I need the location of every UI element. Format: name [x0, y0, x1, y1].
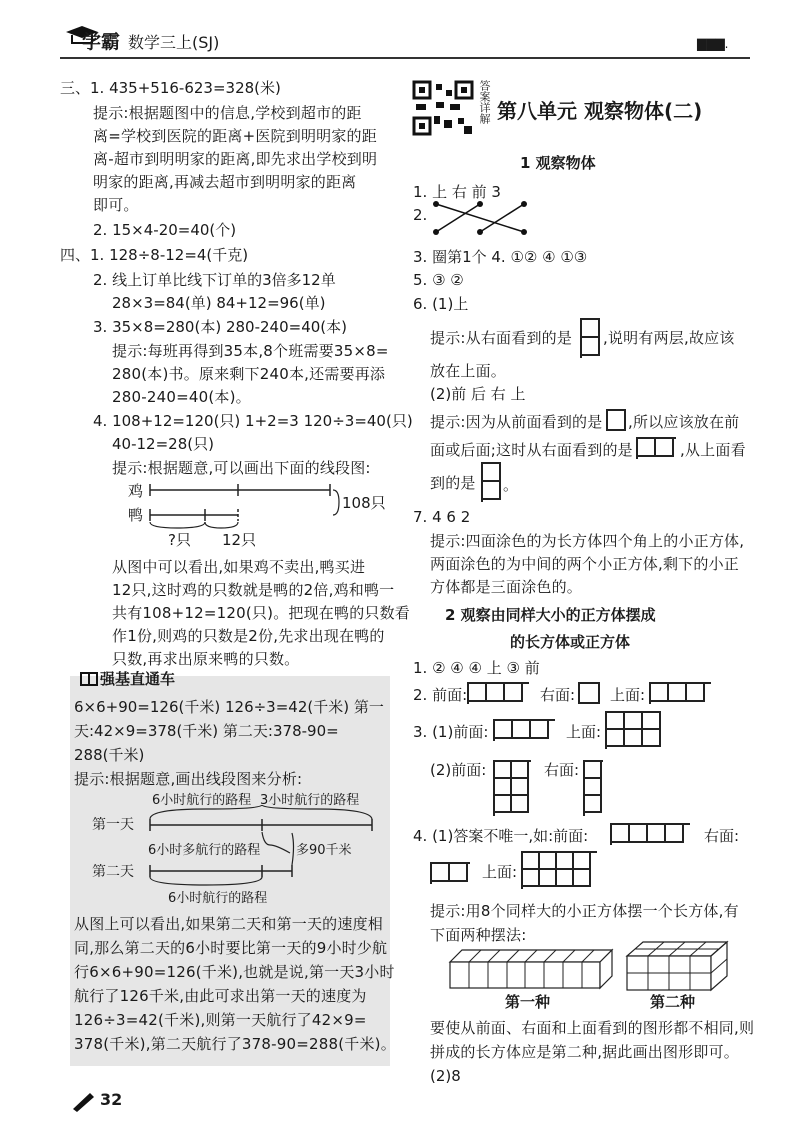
- s2-q4-right-label: 右面:: [704, 827, 740, 845]
- s4-q3-hint-3: 280-240=40(本)。: [112, 388, 251, 406]
- seg-chicken-label: 鸡: [128, 482, 144, 500]
- s2-q4-2: (2)8: [430, 1067, 461, 1085]
- seg2-mid: 6小时多航行的路程: [148, 843, 261, 858]
- s2-q3b-right-label: 右面:: [544, 761, 580, 779]
- seg2-day1: 第一天: [92, 817, 134, 833]
- r-q6-2-hint-d: ,从上面看: [680, 441, 746, 459]
- r-q6-2-hint-a: 提示:因为从前面看到的是: [430, 413, 603, 431]
- panel-text-6: 378(千米),第二天航行了378-90=288(千米)。: [74, 1035, 396, 1053]
- s4-q3-hint-1: 提示:每班再得到35本,8个班需要35×8=: [112, 342, 389, 360]
- panel-line-2: 天:42×9=378(千米) 第二天:378-90=: [74, 722, 339, 740]
- panel-hint: 提示:根据题意,画出线段图来分析:: [74, 770, 303, 788]
- top-view-figure: [481, 462, 501, 502]
- s2-q2-front-figure: [467, 682, 529, 704]
- s2-q3b-front-figure: [493, 760, 531, 816]
- r-q7-hint-2: 两面涂色的为中间的两个小正方体,剩下的小正: [430, 555, 739, 573]
- book-title: 数学三上(SJ): [128, 33, 220, 52]
- s2-q3b-front-label: (2)前面:: [430, 761, 487, 779]
- seg2-top1: 6小时航行的路程: [152, 793, 252, 808]
- header-right-mark: ▇▇▇.: [697, 37, 729, 51]
- r-q5: 5. ③ ②: [413, 271, 464, 289]
- s3-q1-hint-1: 提示:根据题图中的信息,学校到超市的距: [93, 104, 362, 122]
- r-q6-2-hint-c: 面或后面;这时从右面看到的是: [430, 441, 633, 459]
- header-rule: [60, 57, 750, 59]
- r-q6-2-hint-e: 到的是: [430, 474, 476, 492]
- r-q7-hint-1: 提示:四面涂色的为长方体四个角上的小正方体,: [430, 532, 745, 550]
- s4-q4-text-5: 只数,再求出原来鸭的只数。: [112, 650, 300, 668]
- s4-q4-text-1: 从图中可以看出,如果鸡不卖出,鸭买进: [112, 558, 366, 576]
- right-view-figure: [580, 318, 600, 358]
- s2-q2-top-figure: [649, 682, 711, 704]
- qr-side-text: 答案详解: [478, 80, 491, 124]
- s4-q4-text-3: 共有108+12=120(只)。把现在鸭的只数看: [112, 604, 410, 622]
- s4-q3-hint-2: 280(本)书。原来剩下240本,还需要再添: [112, 365, 386, 383]
- s2-q4-hint-2: 下面两种摆法:: [430, 926, 527, 944]
- panel-line-1: 6×6+90=126(千米) 126÷3=42(千米) 第一: [74, 698, 384, 716]
- section-2-title-a: 2 观察由同样大小的正方体摆成: [445, 606, 656, 624]
- panel-text-5: 126÷3=42(千米),则第一天航行了42×9=: [74, 1011, 367, 1029]
- seg-total-label: 108只: [342, 494, 386, 512]
- seg-duck-label: 鸭: [128, 506, 144, 524]
- matching-lines: [430, 196, 540, 240]
- front-view-figure: [606, 409, 626, 431]
- s2-q4-right-figure: [430, 862, 470, 884]
- s2-q2-right-figure: [578, 682, 600, 704]
- r-q6-hint-b: ,说明有两层,故应该: [603, 329, 735, 347]
- s2-q3b-right-figure: [583, 760, 603, 816]
- chicken-duck-segment-diagram: [145, 478, 345, 538]
- r-q7: 7. 4 6 2: [413, 508, 471, 526]
- s4-q4: 4. 108+12=120(只) 1+2=3 120÷3=40(只): [93, 412, 413, 430]
- s3-q1: 三、1. 435+516-623=328(米): [60, 79, 281, 97]
- qr-code: [412, 80, 474, 136]
- cuboid-arrangement-1: [448, 948, 614, 990]
- panel-text-2: 同,那么第二天的6小时要比第一天的9小时少航: [74, 939, 388, 957]
- pencil-icon: [70, 1090, 96, 1116]
- s4-q3: 3. 35×8=280(本) 280-240=40(本): [93, 318, 347, 336]
- r-q2: 2.: [413, 206, 428, 224]
- s2-q1: 1. ② ④ ④ 上 ③ 前: [413, 659, 540, 677]
- brand-name: 学霸: [82, 31, 121, 53]
- voyage-segment-diagram: [140, 805, 390, 895]
- s2-q3-front-figure: [493, 719, 555, 741]
- section-2-title-b: 的长方体或正方体: [510, 633, 631, 651]
- r-q1: 1. 上 右 前 3: [413, 183, 501, 201]
- r-q6-hint-a: 提示:从右面看到的是: [430, 329, 573, 347]
- fig1-label: 第一种: [505, 993, 551, 1011]
- s2-q4-front-figure: [610, 823, 690, 845]
- panel-text-4: 航行了126千米,由此可求出第一天的速度为: [74, 987, 367, 1005]
- s4-q4-text-4: 作1份,则鸡的只数是2份,先求出现在鸭的: [112, 627, 385, 645]
- seg2-day2: 第二天: [92, 864, 134, 880]
- seg-diff-label: 12只: [222, 531, 257, 549]
- s2-q4-top-figure: [521, 851, 597, 889]
- s4-q4-hint: 提示:根据题意,可以画出下面的线段图:: [112, 459, 371, 477]
- s2-q4: 4. (1)答案不唯一,如:前面:: [413, 827, 589, 845]
- s3-q2: 2. 15×4-20=40(个): [93, 221, 237, 239]
- s4-q4-calc: 40-12=28(只): [112, 435, 214, 453]
- r-q7-hint-3: 方体都是三面涂色的。: [430, 578, 583, 596]
- r-q6-2-hint-b: ,所以应该放在前: [628, 413, 740, 431]
- r-q3: 3. 圈第1个 4. ①② ④ ①③: [413, 248, 588, 266]
- r-q6-2: (2)前 后 右 上: [430, 385, 526, 403]
- r-q6-hint-c: 放在上面。: [430, 362, 507, 380]
- s2-q4-end-1: 要使从前面、右面和上面看到的图形都不相同,则: [430, 1019, 755, 1037]
- panel-text-3: 行6×6+90=126(千米),也就是说,第一天3小时: [74, 963, 395, 981]
- book-icon: [80, 671, 98, 687]
- s2-q3-top-figure: [605, 711, 661, 749]
- s2-q4-top-label: 上面:: [482, 863, 518, 881]
- s2-q4-end-2: 拼成的长方体应是第二种,据此画出图形即可。: [430, 1043, 739, 1061]
- seg2-bottom: 6小时航行的路程: [168, 891, 268, 906]
- fig2-label: 第二种: [650, 993, 696, 1011]
- s4-q1: 四、1. 128÷8-12=4(千克): [60, 246, 249, 264]
- s3-q1-hint-4: 明家的距离,再减去超市到明明家的距离: [93, 173, 357, 191]
- seg-question-label: ?只: [168, 531, 191, 549]
- s4-q2: 2. 线上订单比线下订单的3倍多12单: [93, 271, 336, 289]
- s2-q3-top-label: 上面:: [566, 723, 602, 741]
- r-q6: 6. (1)上: [413, 295, 469, 313]
- panel-line-3: 288(千米): [74, 746, 145, 764]
- right-view-figure-2: [636, 437, 676, 459]
- s2-q2-front-label: 2. 前面:: [413, 686, 468, 704]
- section-1-title: 1 观察物体: [520, 154, 596, 172]
- s2-q3-front-label: 3. (1)前面:: [413, 723, 489, 741]
- s3-q1-hint-2: 离=学校到医院的距离+医院到明明家的距: [93, 127, 377, 145]
- s3-q1-hint-3: 离-超市到明明家的距离,即先求出学校到明: [93, 150, 378, 168]
- s3-q1-hint-5: 即可。: [93, 196, 139, 214]
- panel-text-1: 从图上可以看出,如果第二天和第一天的速度相: [74, 915, 383, 933]
- unit-title: 第八单元 观察物体(二): [497, 99, 703, 123]
- page-number: 32: [100, 1090, 123, 1109]
- s4-q2-calc: 28×3=84(单) 84+12=96(单): [112, 294, 326, 312]
- s2-q2-right-label: 右面:: [540, 686, 576, 704]
- panel-title: 强基直通车: [100, 670, 176, 688]
- seg2-top2: 3小时航行的路程: [260, 793, 360, 808]
- r-q6-2-hint-f: 。: [503, 476, 519, 494]
- s2-q4-hint-1: 提示:用8个同样大的小正方体摆一个长方体,有: [430, 902, 739, 920]
- cuboid-arrangement-2: [625, 940, 730, 992]
- s2-q2-top-label: 上面:: [610, 686, 646, 704]
- s4-q4-text-2: 12只,这时鸡的只数就是鸭的2倍,鸡和鸭一: [112, 581, 395, 599]
- seg2-more: 多90千米: [296, 843, 352, 858]
